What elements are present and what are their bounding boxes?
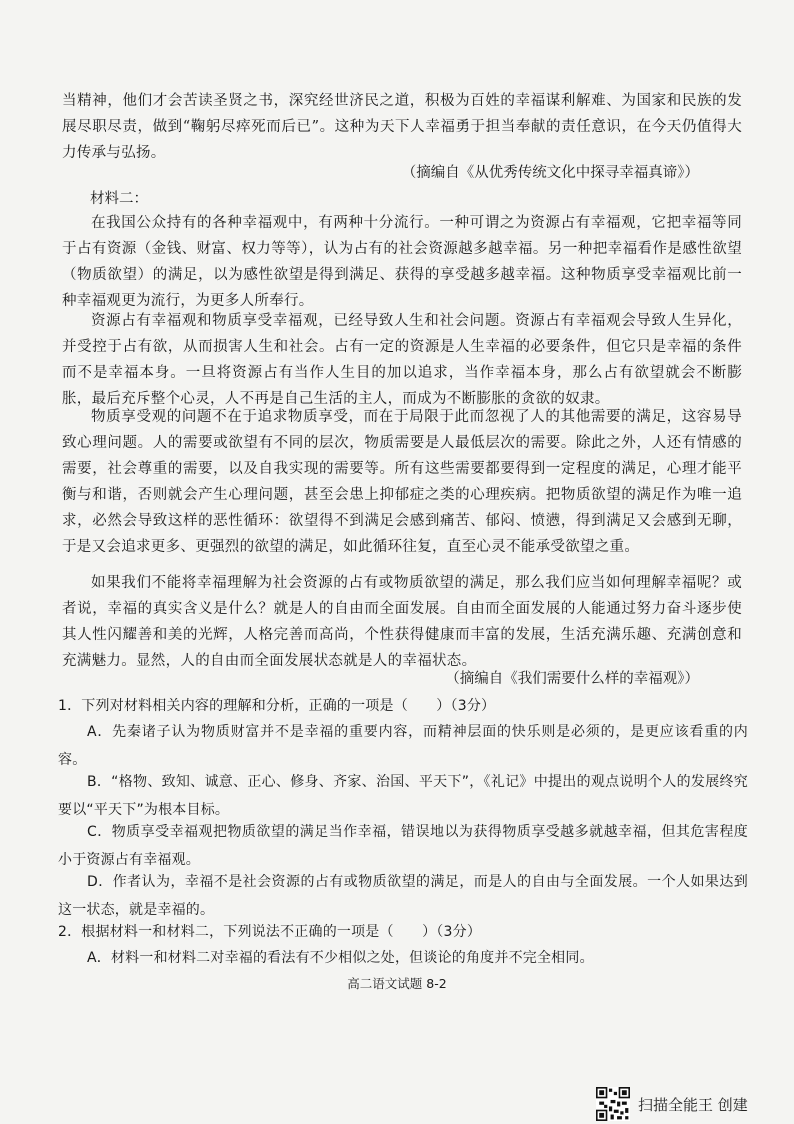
material2-paragraph-3: 物质享受观的问题不在于追求物质享受，而在于局限于此而忽视了人的其他需要的满足，这容易导致心理问题。人的需要或欲望有不同的层次，物质需要是人最低层次的需要。除此之外，人还有情感的需要，社会尊重的需要，以及自我实现的需要等。所有这些需要都要得到一定程度的满足，心理才能平衡与和谐，否则就会产生心理问题，甚至会患上抑郁症之类的心理疾病。把物质欲望的满足作为唯一追求，必然会导致这样的恶性循环：欲望得不到满足会感到痛苦、郁闷、愤懑，得到满足又会感到无聊，于是又会追求更多、更强烈的欲望的满足，如此循环往复，直至心灵不能承受欲望之重。 [62, 409, 742, 555]
source-citation-2: （摘编自《我们需要什么样的幸福观》） [445, 671, 699, 687]
question-1-stem: 1．下列对材料相关内容的理解和分析，正确的一项是（ ）（3分） [58, 698, 496, 714]
material2-heading: 材料二： [90, 191, 148, 207]
page-footer: 高二语文试题 8-2 [347, 976, 447, 991]
question-2-option-a: A．材料一和材料二对幸福的看法有不少相似之处，但谈论的角度并不完全相同。 [87, 950, 594, 966]
material2-paragraph-1: 在我国公众持有的各种幸福观中，有两种十分流行。一种可谓之为资源占有幸福观，它把幸福等同于占有资源（金钱、财富、权力等等），认为占有的社会资源越多越幸福。另一种把幸福看作是感性欲望（物质欲望）的满足，以为感性欲望是得到满足、获得的享受越多越幸福。这种物质享受幸福观比前一种幸福观更为流行，为更多人所奉行。 [62, 215, 742, 309]
watermark-text: 扫描全能王 创建 [638, 1095, 748, 1114]
question-2-stem: 2．根据材料一和材料二，下列说法不正确的一项是（ ）（3分） [58, 924, 482, 940]
material2-paragraph-4: 如果我们不能将幸福理解为社会资源的占有或物质欲望的满足，那么我们应当如何理解幸福呢？或者说，幸福的真实含义是什么？就是人的自由而全面发展。自由而全面发展的人能通过努力奋斗逐步使其人性闪耀善和美的光辉，人格完善而高尚，个性获得健康而丰富的发展，生活充满乐趣、充满创意和充满魅力。显然，人的自由而全面发展状态就是人的幸福状态。 [62, 575, 742, 669]
question-1-option-c: C．物质享受幸福观把物质欲望的满足当作幸福，错误地以为获得物质享受越多就越幸福，但其危害程度小于资源占有幸福观。 [58, 824, 748, 868]
question-1-option-d: D．作者认为，幸福不是社会资源的占有或物质欲望的满足，而是人的自由与全面发展。一个人如果达到这一状态，就是幸福的。 [58, 874, 748, 918]
qr-code-icon [596, 1087, 630, 1121]
source-citation-1: （摘编自《从优秀传统文化中探寻幸福真谛》） [401, 165, 699, 181]
material1-tail: 当精神，他们才会苦读圣贤之书，深究经世济民之道，积极为百姓的幸福谋利解难、为国家和民族的发展尽职尽责，做到“鞠躬尽瘁死而后已”。这种为天下人幸福勇于担当奉献的责任意识，在今天仍值得大力传承与弘扬。 [62, 93, 742, 161]
question-1-option-a: A．先秦诸子认为物质财富并不是幸福的重要内容，而精神层面的快乐则是必须的，是更应该看重的内容。 [58, 724, 748, 768]
material2-paragraph-2: 资源占有幸福观和物质享受幸福观，已经导致人生和社会问题。资源占有幸福观会导致人生异化，并受控于占有欲，从而损害人生和社会。占有一定的资源是人生幸福的必要条件，但它只是幸福的条件而不是幸福本身。一旦将资源占有当作人生目的加以追求，当作幸福本身，那么占有欲望就会不断膨胀，最后充斥整个心灵，人不再是自己生活的主人，而成为不断膨胀的贪欲的奴隶。 [62, 313, 742, 407]
question-1-option-b: B．“格物、致知、诚意、正心、修身、齐家、治国、平天下”，《礼记》中提出的观点说明个人的发展终究要以“平天下”为根本目标。 [58, 774, 748, 818]
scanner-watermark [596, 1086, 748, 1122]
